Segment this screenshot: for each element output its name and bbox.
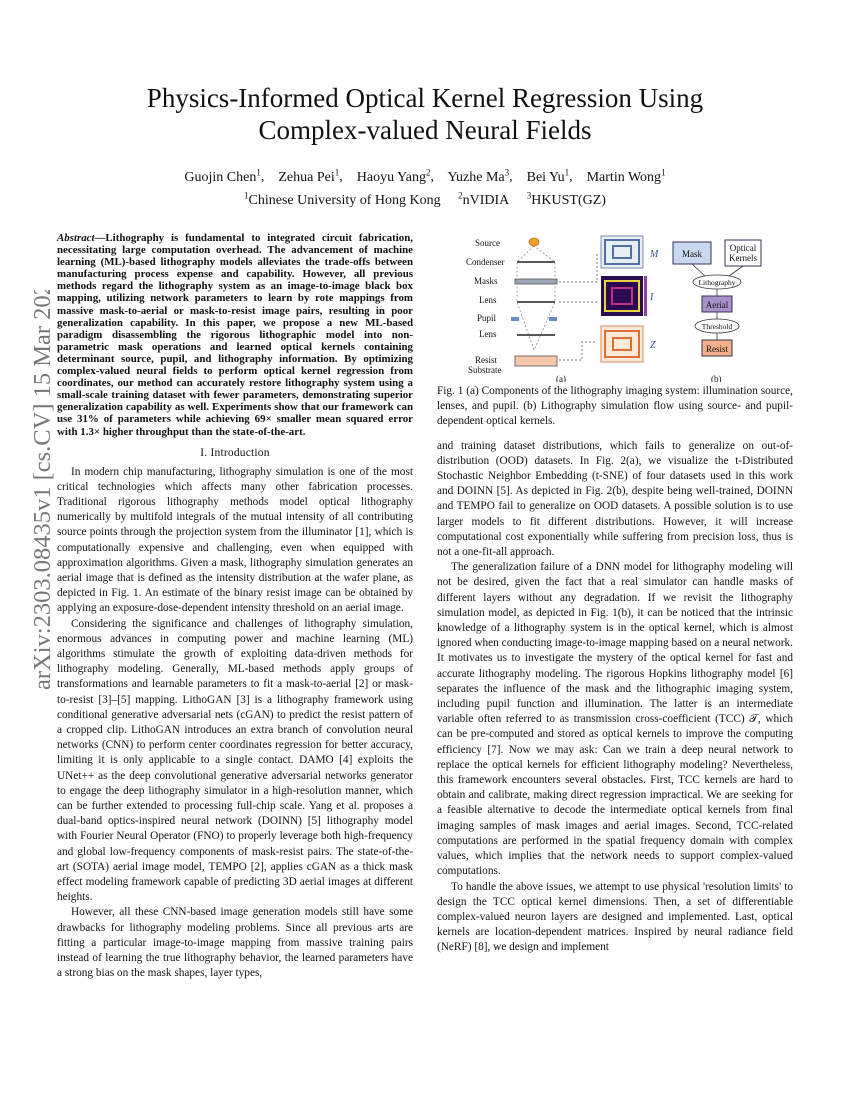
author: Zehua Pei$^1$: [278, 167, 340, 185]
title-line-1: Physics-Informed Optical Kernel Regression Using: [146, 83, 704, 113]
simulation-flow: [673, 240, 761, 382]
paragraph: To handle the above issues, we attempt to use physical 'resolution limits' to design the TCC optical kernel dimensions. Then, a set of differentiable complex-valued neuron layers are designed and implemented. Last, optical kernels are location-dependent matrices. Inspired by neural radiance field (NeRF) [8], we design and implement: [437, 880, 793, 954]
label-source: Source: [475, 238, 500, 248]
figure-1-diagram: [437, 232, 793, 382]
author: Haoyu Yang$^2$: [356, 167, 431, 185]
paragraph: The generalization failure of a DNN model for lithography modeling will not be desired, given the fact that a real simulator can handle masks of different layers without any degradation. If we revisit the lithography simulation model, as depicted in Fig. 1(b), it can be noticed that the intrinsic knowledge of a lithography system is in the optical kernel, which is almost ignored when conducting image-to-image mapping based on a neural network. It motivates us to investigate the mystery of the optical kernel for fast and accurate lithography modeling. The rigorous Hopkins lithography model [6] separates the influence of the mask and the lithographic imaging system, including pupil function and illumination. The latter is an intermediate variable often referred to as transmission cross-coefficient (TCC) 𝒯, which can be pre-computed and stored as optical kernels to improve the computing efficiency [7]. Now we may ask: Can we train a deep neural network to replace the optical kernels for efficient lithography modeling? Nevertheless, this framework encounters several obstacles. First, TCC kernels are hard to obtain and calibrate, making direct regression impractical. We are seeking for a feasible alternative to decode the intermediate optical kernels from final imaging samples of mask images and aerial images. Second, TCC-related computations are performed in the spatial frequency domain with complex values, which implies that the network needs to support complex-valued computations.: [437, 561, 793, 878]
flow-optical: Optical: [729, 243, 757, 253]
paper-title: [60, 82, 790, 146]
paragraph: and training dataset distributions, which fails to generalize on out-of-distribution (OOD) datasets. In Fig. 2(a), we visualize the t-Distributed Stochastic Neighbor Embedding (t-SNE) of four datasets used in this work and DOINN [5]. As depicted in Fig. 2(b), despite being well-trained, DOINN and TEMPO fail to generalize on OOD datasets. A possible solution is to use larger models to fit different distributions. However, it will increase computational cost exponentially while suffering from precision loss, thus is not a one-fit-all approach.: [437, 439, 793, 559]
paragraph: In modern chip manufacturing, lithography simulation is one of the most critical technologies which affects many other fabrication processes. Traditional rigorous lithography methods model optical lithography numerically by multifold integrals of the mutual intensity of all contributing source points through the projection system from the illuminator [1], which is computationally expensive and challenging, even when equipped with approximation algorithms. Given a mask, lithography simulation generates an aerial image that is defined as the intensity distribution at the wafer plane, as depicted in Fig. 1. An estimate of the binary resist image can be obtained by applying an exposure-dose-dependent intensity threshold on an aerial image.: [57, 465, 413, 615]
label-lens-1: Lens: [479, 295, 497, 305]
label-resist: Resist: [475, 355, 498, 365]
label-lens-2: Lens: [479, 329, 497, 339]
flow-lithography: Lithography: [698, 278, 736, 287]
author: Martin Wong$^1$: [586, 167, 666, 185]
label-substrate: Substrate: [468, 365, 502, 375]
subfig-a-label: (a): [556, 374, 566, 382]
author: Guojin Chen$^1$: [184, 167, 261, 185]
arxiv-stamp-text: arXiv:2303.08435v1 [cs.CV] 15 Mar 2023: [29, 290, 56, 690]
flow-kernels: Kernels: [729, 253, 757, 263]
title-line-2: Complex-valued Neural Fields: [258, 115, 592, 145]
affiliation: $^2$nVIDIA: [458, 190, 510, 209]
author-block: [60, 163, 790, 210]
section-heading: I. Introduction: [200, 446, 270, 459]
subfig-b-label: (b): [711, 374, 722, 382]
affiliation: $^3$HKUST(GZ): [526, 190, 606, 209]
paragraph: However, all these CNN-based image generation models still have some drawbacks for lithography modeling problems. Since all previous arts are fitting a particular image-to-image mapping from massive training pairs instead of learning the true lithography behavior, the learned parameters have a strong bias on the mask shapes, layer types,: [57, 906, 413, 980]
optical-path: [511, 238, 557, 366]
flow-resist: Resist: [705, 344, 729, 354]
author-list: Guojin Chen$^1$, Zehua Pei$^1$, Haoyu Yang$^2$, Yuzhe Ma$^3$, Bei Yu$^1$, Martin Wong$^1$: [184, 167, 666, 185]
left-column: [57, 232, 413, 982]
aerial-image-stack: [601, 276, 654, 316]
figure-1-caption: Fig. 1 (a) Components of the lithography imaging system: illumination source, lenses, and pupil. (b) Lithography simulation flow using source- and pupil-dependent optical kernels.: [437, 385, 793, 428]
mask-image-stack: [601, 236, 659, 268]
abstract-label: Abstract: [57, 232, 95, 244]
label-pupil: Pupil: [477, 313, 497, 323]
label-m: M: [650, 249, 659, 260]
connector-lines: [559, 252, 597, 360]
paragraph: Considering the significance and challenges of lithography simulation, enormous advances in computing power and machine learning (ML) algorithms stimulate the growth of exploiting data-driven methods for lithography modeling. Generally, ML-based methods apply groups of transformations and learnable parameters to fit a mask-to-aerial [2] or mask-to-resist [3]–[5] mapping. LithoGAN [3] is a lithography framework using conditional generative adversarial nets (cGAN) to predict the resist pattern of a cropped clip. LithoGAN introduces an extra branch of convolution neural networks (CNN) to perform center coordinates regression for better accuracy, limiting it is only applicable to a single contact. DAMO [4] exploits the UNet++ as the deep convolutional generative adversarial networks generator to engage the deep lithography simulator in a high-resolution manner, which can be further extended to processing full-chip scale. Yang et al. proposes a dual-band optics-inspired neural network (DOINN) [5] lithography model with Fourier Neural Operator (FNO) to properly leverage both high-frequency and global low-frequency components of mask-resist pairs. The state-of-the-art (SOTA) aerial image model, TEMPO [2], applies cGAN as a thick mask effect modeling framework capable of predicting 3D aerial images at different heights.: [57, 617, 413, 904]
flow-mask: Mask: [682, 249, 702, 259]
author: Yuzhe Ma$^3$: [447, 167, 510, 185]
right-column: [437, 232, 793, 956]
abstract-text: —Lithography is fundamental to integrated circuit fabrication, necessitating large computation overhead. The advancement of machine learning (ML)-based lithography models alleviates the trade-offs between manufacturing process expense and capability. However, all previous methods regard the lithography system as an image-to-image black box mapping, utilizing network parameters to learn by rote mappings from massive mask-to-aerial or mask-to-resist image pairs, resulting in poor generalization capability. In this paper, we propose a new ML-based paradigm disassembling the rigorous lithographic model into non-parametric mask operations and learned optical kernels containing determinant source, pupil, and lithography information. By optimizing complex-valued neural fields to perform optical kernel regression from coordinates, our method can accurately restore lithography system using a small-scale training dataset with fewer parameters, demonstrating superior generalization capability as well. Experiments show that our framework can use 31% of parameters while achieving 69× smaller mean squared error with 1.3× higher throughput than the state-of-the-art.: [57, 232, 413, 438]
label-masks: Masks: [474, 276, 498, 286]
flow-threshold: Threshold: [701, 322, 733, 331]
label-z: Z: [650, 340, 656, 351]
figure-1: [437, 232, 793, 382]
resist-image-stack: [601, 326, 656, 362]
arxiv-stamp: [20, 290, 60, 690]
author: Bei Yu$^1$: [526, 167, 570, 185]
affiliation: $^1$Chinese University of Hong Kong: [244, 190, 441, 209]
abstract: [57, 232, 413, 438]
label-i: I: [650, 292, 654, 303]
label-condenser: Condenser: [466, 257, 505, 267]
affiliation-list: [60, 187, 790, 211]
light-source-icon: [529, 238, 539, 246]
flow-aerial: Aerial: [705, 300, 729, 310]
